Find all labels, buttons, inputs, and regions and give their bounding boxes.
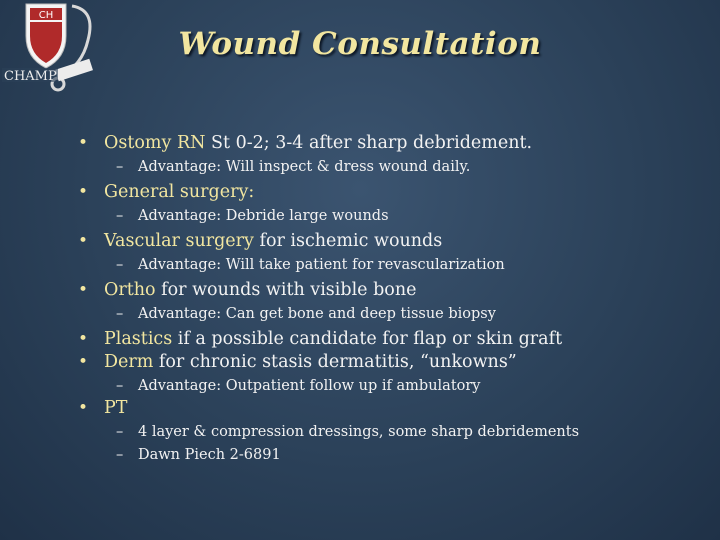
bullet-text: St 0-2; 3-4 after sharp debridement.: [205, 133, 533, 153]
sub-bullet: – Advantage: Will inspect & dress wound daily.: [116, 159, 471, 175]
bullet-heading: Ostomy RN: [104, 133, 206, 153]
sub-bullet: – Advantage: Can get bone and deep tissue biopsy: [116, 306, 496, 322]
bullet-ostomy: [78, 132, 708, 154]
bullet-marker: •: [78, 182, 89, 202]
sub-bullet: – Advantage: Will take patient for revascularization: [116, 257, 505, 273]
sub-bullet-text: Advantage: Debride large wounds: [138, 208, 389, 224]
bullet-heading: Ortho: [104, 280, 156, 300]
bullet-marker: •: [78, 352, 89, 372]
bullet-heading: PT: [104, 398, 128, 418]
bullet-heading: Vascular surgery: [104, 231, 254, 251]
bullet-ortho: [78, 279, 708, 301]
sub-bullet-text: Advantage: Will take patient for revascularization: [138, 257, 505, 273]
sub-bullet: – Advantage: Outpatient follow up if ambulatory: [116, 378, 481, 394]
bullet-text: for ischemic wounds: [253, 231, 443, 251]
bullet-marker: •: [78, 329, 89, 349]
bullet-marker: •: [78, 231, 89, 251]
bullet-derm: [78, 351, 708, 373]
bullet-text: if a possible candidate for flap or skin graft: [172, 329, 563, 349]
bullet-heading: General surgery:: [104, 182, 255, 202]
bullet-pt: [78, 397, 708, 419]
svg-text:CHAMP: CHAMP: [4, 69, 57, 84]
bullet-heading: Plastics: [104, 329, 173, 349]
sub-bullet-text: Advantage: Can get bone and deep tissue biopsy: [138, 306, 496, 322]
sub-bullet: – Dawn Piech 2-6891: [116, 447, 281, 463]
bullet-plastics: [78, 328, 708, 350]
sub-bullet: – Advantage: Debride large wounds: [116, 208, 389, 224]
bullet-text: for chronic stasis dermatitis, “unkowns”: [153, 352, 517, 372]
svg-text:CH: CH: [38, 10, 54, 21]
sub-bullet: – 4 layer & compression dressings, some sharp debridements: [116, 424, 580, 440]
slide-content: [78, 132, 708, 465]
sub-bullet-text: Dawn Piech 2-6891: [138, 447, 281, 463]
bullet-vascular-surgery: [78, 230, 708, 252]
bullet-marker: •: [78, 280, 89, 300]
bullet-heading: Derm: [104, 352, 154, 372]
sub-bullet-text: Advantage: Outpatient follow up if ambulatory: [138, 378, 481, 394]
bullet-text: for wounds with visible bone: [155, 280, 417, 300]
bullet-marker: •: [78, 398, 89, 418]
bullet-marker: •: [78, 133, 89, 153]
bullet-general-surgery: [78, 181, 708, 203]
slide-title: Wound Consultation: [178, 26, 542, 62]
sub-bullet-text: Advantage: Will inspect & dress wound daily.: [138, 159, 471, 175]
sub-bullet-text: 4 layer & compression dressings, some sharp debridements: [138, 424, 580, 440]
